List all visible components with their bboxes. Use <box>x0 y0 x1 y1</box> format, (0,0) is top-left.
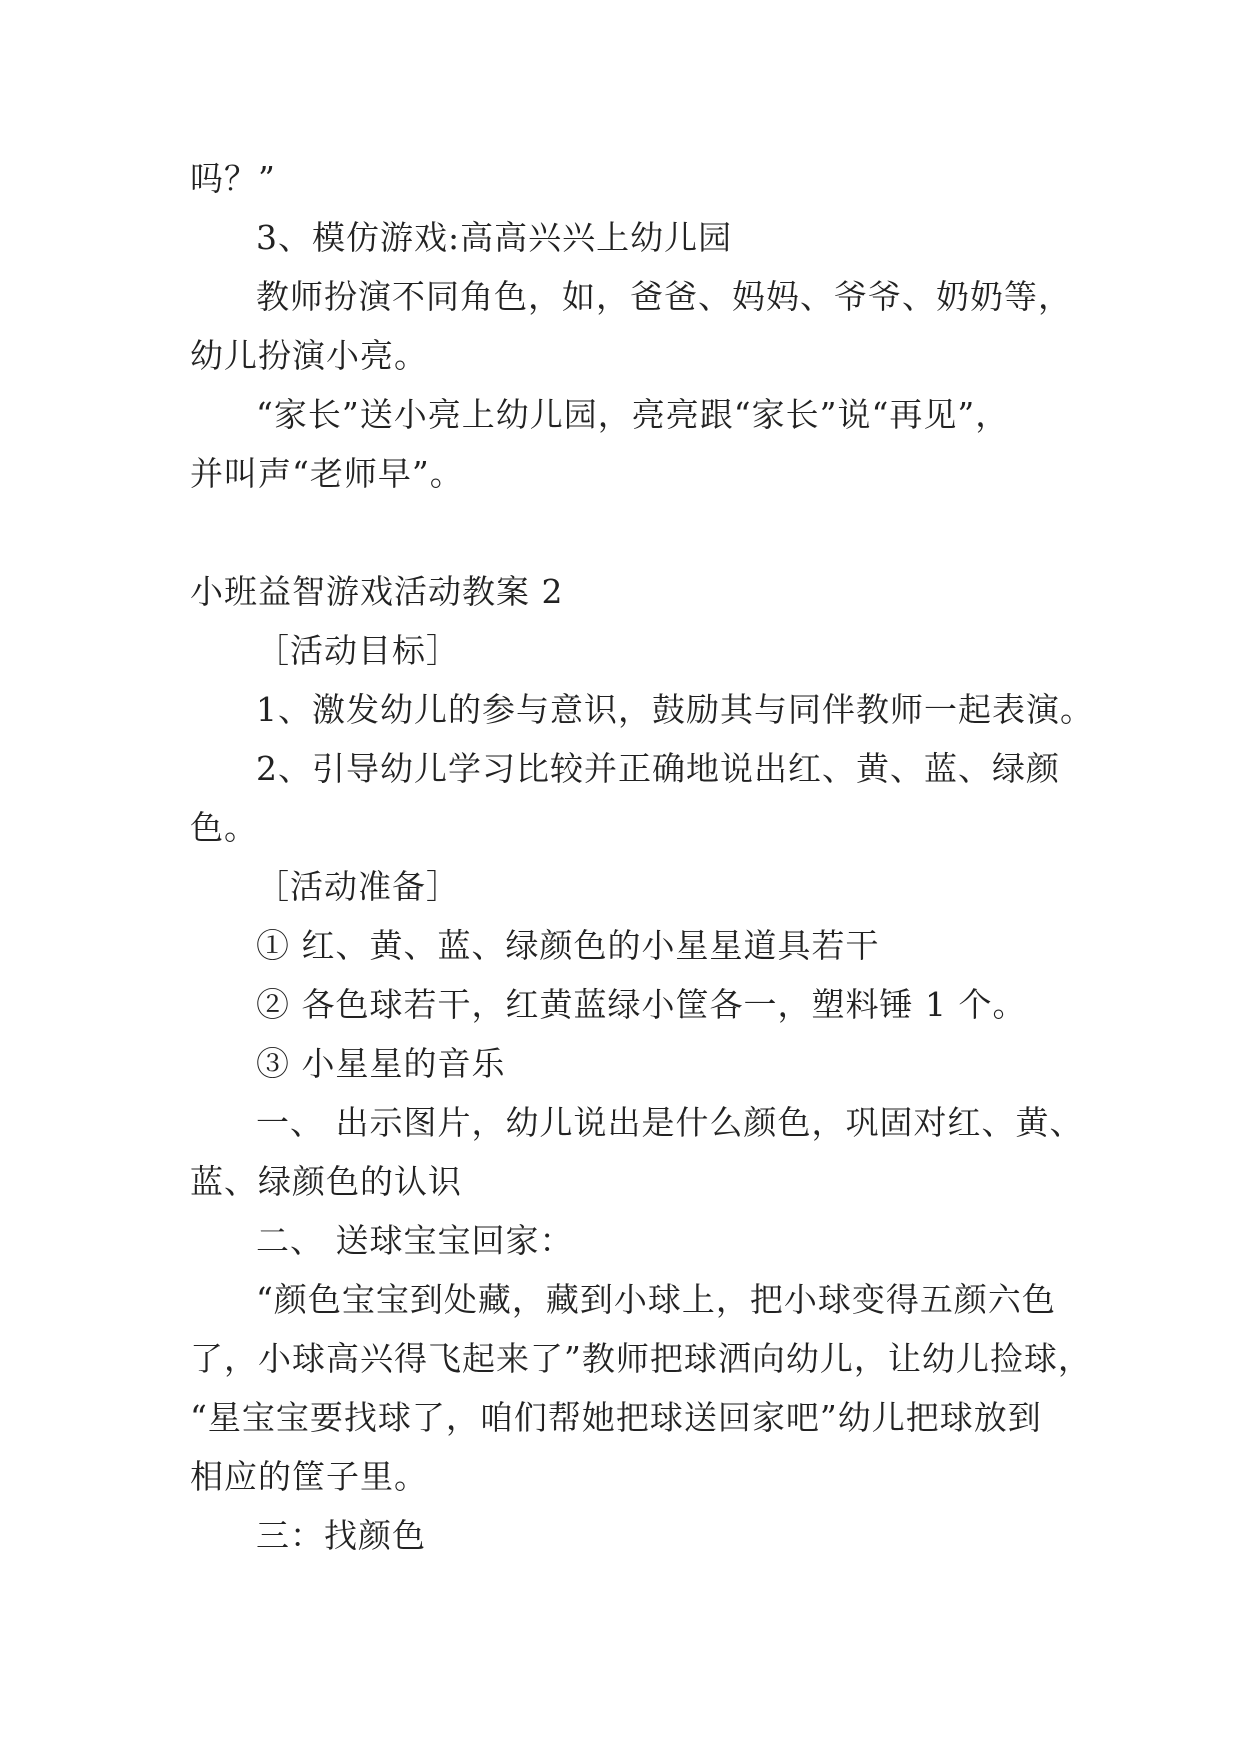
text-line: 三：找颜色 <box>256 1516 426 1555</box>
text-line: 3、模仿游戏:高高兴兴上幼儿园 <box>256 218 733 257</box>
list-item: ② 各色球若干，红黄蓝绿小筐各一，塑料锤 1 个。 <box>256 985 1027 1024</box>
text-line: 并叫声“老师早”。 <box>190 454 464 493</box>
text-line: 一、 出示图片，幼儿说出是什么颜色，巩固对红、黄、 <box>256 1103 1084 1142</box>
text-line: 蓝、绿颜色的认识 <box>190 1162 462 1201</box>
text-line: 教师扮演不同角色，如，爸爸、妈妈、爷爷、奶奶等， <box>256 277 1072 316</box>
text-line: 色。 <box>190 808 258 847</box>
text-line: 幼儿扮演小亮。 <box>190 336 428 375</box>
text-line: 了，小球高兴得飞起来了”教师把球洒向幼儿，让幼儿捡球， <box>190 1339 1092 1378</box>
text-line: 二、 送球宝宝回家： <box>256 1221 574 1260</box>
text-line: 相应的筐子里。 <box>190 1457 428 1496</box>
list-item: ① 红、黄、蓝、绿颜色的小星星道具若干 <box>256 926 880 965</box>
text-line: 2、引导幼儿学习比较并正确地说出红、黄、蓝、绿颜 <box>256 749 1060 788</box>
text-line: “家长”送小亮上幼儿园，亮亮跟“家长”说“再见”， <box>256 395 1010 434</box>
subheading-activity-preparation: ［活动准备］ <box>256 867 460 906</box>
subheading-activity-goals: ［活动目标］ <box>256 631 460 670</box>
list-item: ③ 小星星的音乐 <box>256 1044 506 1083</box>
text-line: “颜色宝宝到处藏，藏到小球上，把小球变得五颜六色 <box>256 1280 1056 1319</box>
section-heading: 小班益智游戏活动教案 2 <box>190 572 564 611</box>
text-line: 1、激发幼儿的参与意识，鼓励其与同伴教师一起表演。 <box>256 690 1094 729</box>
text-line: 吗？” <box>190 159 276 198</box>
text-line: “星宝宝要找球了，咱们帮她把球送回家吧”幼儿把球放到 <box>190 1398 1042 1437</box>
